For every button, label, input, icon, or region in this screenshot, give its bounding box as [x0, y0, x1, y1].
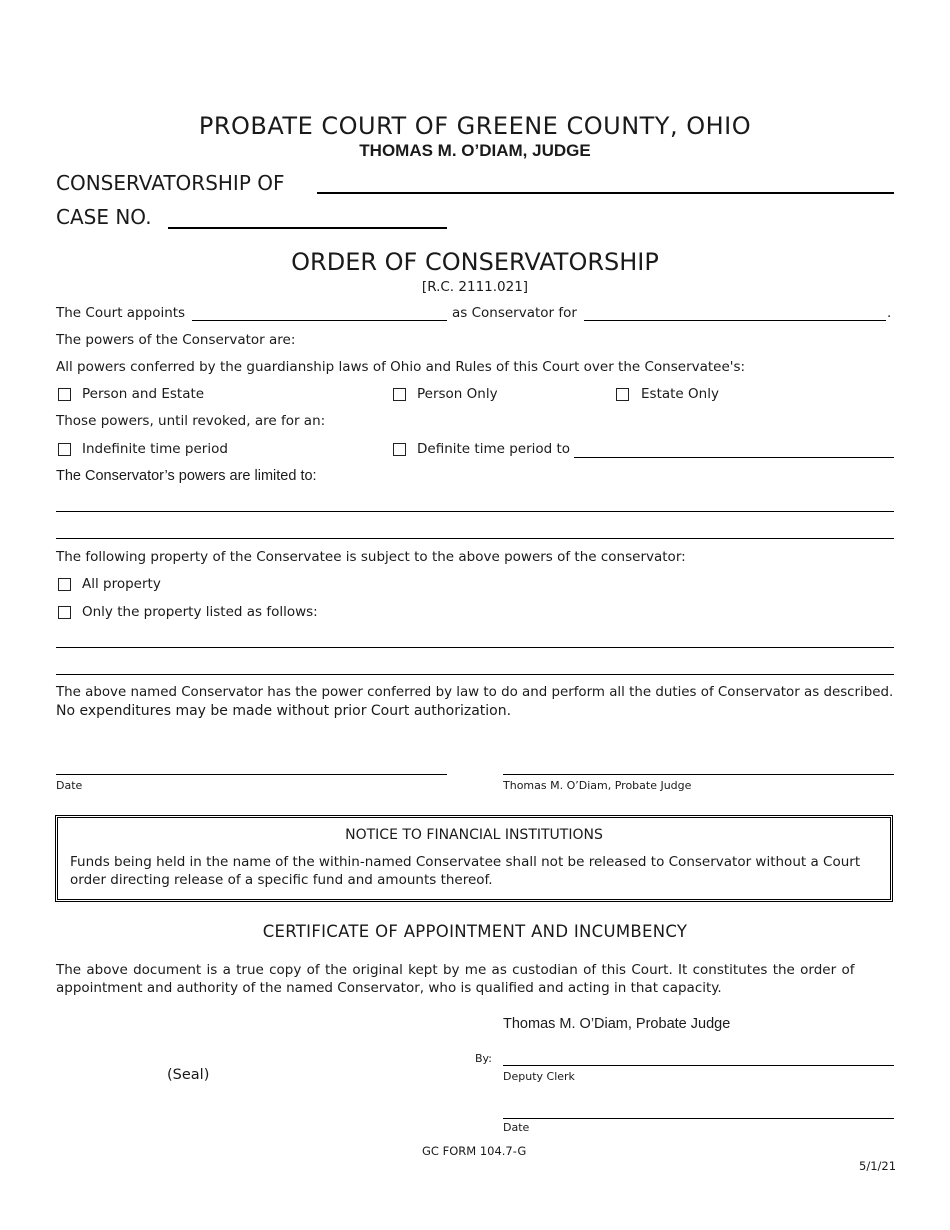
certificate-text-line-2: appointment and authority of the named Conservator, who is qualified and acting in that capacity.	[56, 980, 722, 996]
definite-time-checkbox[interactable]	[393, 443, 406, 456]
judge-signature-field[interactable]	[503, 774, 894, 775]
order-date-field[interactable]	[56, 774, 447, 775]
person-and-estate-checkbox[interactable]	[58, 388, 71, 401]
indefinite-time-checkbox[interactable]	[58, 443, 71, 456]
court-appoints-label: The Court appoints	[56, 305, 186, 321]
limited-to-line-2[interactable]	[56, 538, 894, 539]
person-and-estate-label: Person and Estate	[82, 386, 205, 402]
conservator-name-field[interactable]	[192, 320, 447, 321]
case-no-label: CASE NO.	[56, 205, 152, 229]
estate-only-label: Estate Only	[641, 386, 719, 402]
conservatee-name-field[interactable]	[584, 320, 886, 321]
certificate-date-field[interactable]	[503, 1118, 894, 1119]
case-no-field[interactable]	[168, 227, 447, 229]
listed-property-checkbox[interactable]	[58, 606, 71, 619]
certificate-judge-name: Thomas M. O’Diam, Probate Judge	[503, 1016, 731, 1032]
notice-text-line-1: Funds being held in the name of the within-named Conservatee shall not be released to Conservator without a Court	[70, 854, 861, 870]
deputy-clerk-label: Deputy Clerk	[503, 1070, 575, 1083]
estate-only-checkbox[interactable]	[616, 388, 629, 401]
notice-text-line-2: order directing release of a specific fund and amounts thereof.	[70, 872, 493, 888]
by-label: By:	[475, 1052, 492, 1065]
statute-reference: [R.C. 2111.021]	[421, 279, 529, 295]
powers-heading: The powers of the Conservator are:	[56, 332, 296, 348]
conservatorship-of-field[interactable]	[317, 192, 894, 194]
revoked-text: Those powers, until revoked, are for an:	[56, 413, 326, 429]
judge-signature-label: Thomas M. O’Diam, Probate Judge	[503, 779, 692, 792]
definite-time-label: Definite time period to	[417, 441, 571, 457]
deputy-clerk-signature-field[interactable]	[503, 1065, 894, 1066]
court-title: PROBATE COURT OF GREENE COUNTY, OHIO	[198, 112, 752, 140]
duties-text-line-1: The above named Conservator has the power conferred by law to do and perform all the duties of Conservator as described.	[56, 685, 894, 700]
indefinite-time-label: Indefinite time period	[82, 441, 228, 457]
limited-to-line-1[interactable]	[56, 511, 894, 512]
certificate-title: CERTIFICATE OF APPOINTMENT AND INCUMBENCY	[262, 922, 688, 941]
revision-date: 5/1/21	[859, 1159, 897, 1173]
conservatorship-of-label: CONSERVATORSHIP OF	[56, 171, 285, 195]
judge-name-header: THOMAS M. O’DIAM, JUDGE	[359, 141, 591, 160]
order-date-label: Date	[56, 779, 83, 792]
property-text: The following property of the Conservatee is subject to the above powers of the conservator:	[56, 549, 686, 565]
order-title: ORDER OF CONSERVATORSHIP	[291, 248, 659, 276]
listed-property-label: Only the property listed as follows:	[82, 604, 318, 620]
definite-time-field[interactable]	[574, 457, 894, 458]
all-powers-text: All powers conferred by the guardianship laws of Ohio and Rules of this Court over the Conservatee's:	[56, 359, 746, 375]
all-property-checkbox[interactable]	[58, 578, 71, 591]
person-only-label: Person Only	[417, 386, 498, 402]
notice-title: NOTICE TO FINANCIAL INSTITUTIONS	[345, 827, 603, 843]
person-only-checkbox[interactable]	[393, 388, 406, 401]
period: .	[887, 305, 892, 321]
all-property-label: All property	[82, 576, 161, 592]
certificate-text-line-1: The above document is a true copy of the original kept by me as custodian of this Court. It constitutes the order of	[56, 962, 855, 978]
form-number: GC FORM 104.7-G	[422, 1144, 527, 1158]
limited-to-label: The Conservator’s powers are limited to:	[56, 468, 317, 484]
certificate-date-label: Date	[503, 1121, 530, 1134]
property-list-line-2[interactable]	[56, 674, 894, 675]
duties-text-line-2: No expenditures may be made without prior Court authorization.	[56, 703, 512, 719]
seal-label: (Seal)	[167, 1067, 210, 1083]
property-list-line-1[interactable]	[56, 647, 894, 648]
as-conservator-for-label: as Conservator for	[452, 305, 577, 321]
